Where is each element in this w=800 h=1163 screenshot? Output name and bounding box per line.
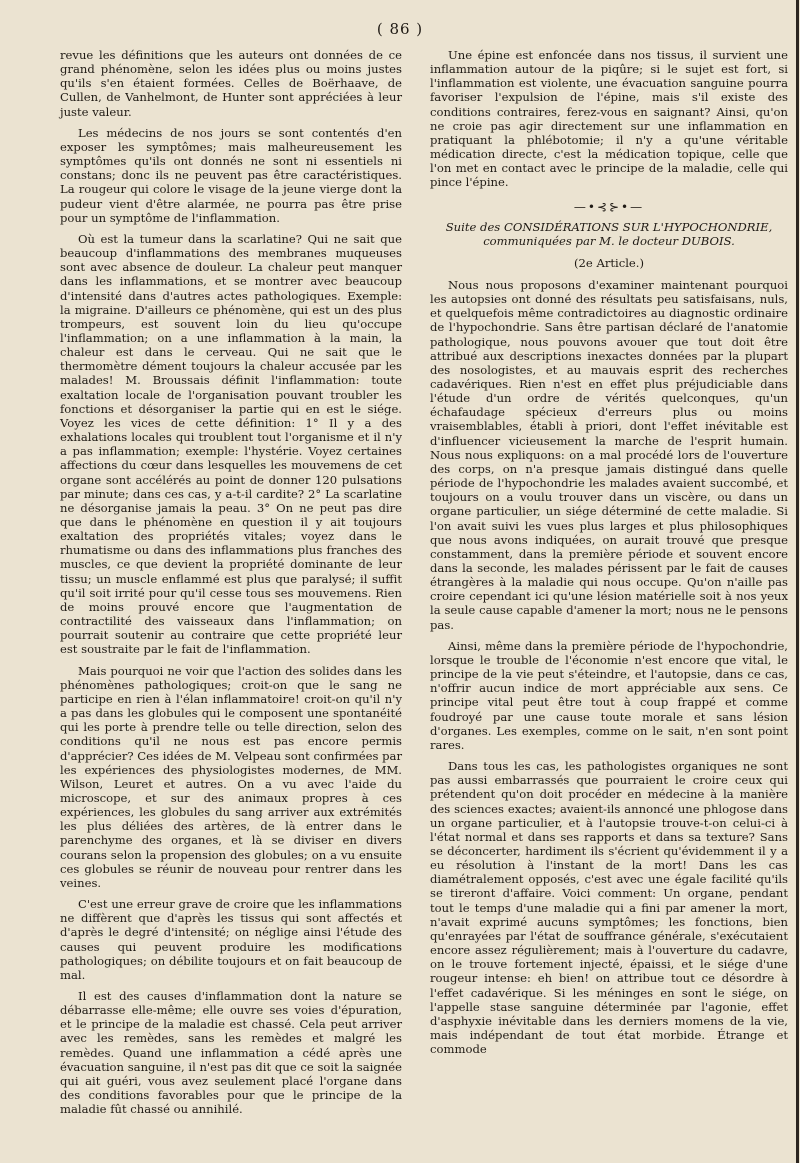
left-column	[60, 48, 402, 1123]
paragraph: revue les définitions que les auteurs ont données de ce grand phénomène, selon les idées plus ou moins justes qu'ils s'en étaient formées. Celles de Boërhaave, de Cullen, de Vanhelmont, de Hunter sont appréciées à leur juste valeur.	[60, 48, 402, 119]
right-column	[430, 48, 788, 1063]
paragraph: C'est une erreur grave de croire que les inflammations ne diffèrent que d'après les tissus qui sont affectés et d'après le degré d'intensité; on néglige ainsi l'étude des causes qui peuvent produire les modifications pathologiques; on débilite toujours et on fait beaucoup de mal.	[60, 897, 402, 982]
paragraph: Nous nous proposons d'examiner maintenant pourquoi les autopsies ont donné des résultats peu satisfaisans, nuls, et quelquefois même contradictoires au diagnostic ordinaire de l'hypochondrie. Sans être partisan déclaré de l'anatomie pathologique, nous pouvons avouer que tout doit être attribué aux descriptions inexactes données par la plupart des nosologistes, et au mauvais esprit des recherches cadavériques. Rien n'est en effet plus préjudiciable dans l'étude d'un ordre de vérités quelconques, qu'un échafaudage spécieux d'erreurs plus ou moins vraisemblables, établi à priori, dont l'effet inévitable est d'influencer vicieusement la marche de l'esprit humain. Nous nous expliquons: on a mal procédé lors de l'ouverture des corps, on n'a presque jamais distingué dans quelle période de l'hypochondrie les malades avaient succombé, et toujours on a voulu trouver dans un viscère, ou dans un organe particulier, un siége déterminé de cette maladie. Si l'on avait suivi les vues plus larges et plus philosophiques que nous avons indiquées, on aurait trouvé que presque constamment, dans la première période et souvent encore dans la seconde, les malades périssent par le fait de causes étrangères à la maladie qui nous occupe. Qu'on n'aille pas croire cependant ici qu'une lésion matérielle soit à nos yeux la seule cause capable d'amener la mort; nous ne le pensons pas.	[430, 277, 788, 632]
article-number: (2e Article.)	[574, 255, 644, 270]
section-divider: —•⊰⊱•—	[573, 199, 645, 214]
paragraph: Il est des causes d'inflammation dont la nature se débarrasse elle-même; elle ouvre ses voies d'épuration, et le principe de la maladie est chassé. Cela peut arriver avec les remèdes, sans les remèdes et malgré les remèdes. Quand une inflammation a cédé après une évacuation sanguine, il n'est pas dit que ce soit la saignée qui ait guéri, vous avez seulement placé l'organe dans des conditions favorables pour que le principe de la maladie fût chassé ou annihilé.	[60, 989, 402, 1117]
section-title: Suite des CONSIDÉRATIONS SUR L'HYPOCHONDRIE, communiquées par M. le docteur DUBOIS.	[445, 219, 773, 248]
paragraph: Dans tous les cas, les pathologistes organiques ne sont pas aussi embarrassés que pourraient le croire ceux qui prétendent qu'on doit procéder en médecine à la manière des sciences exactes; avaient-ils annoncé une phlogose dans un organe particulier, et à l'autopsie trouve-t-on celui-ci à l'état normal et dans ses rapports et dans sa texture? Sans se déconcerter, hardiment ils s'écrient qu'évidemment il y a eu résolution à l'instant de la mort! Dans les cas diamétralement opposés, c'est avec une égale facilité qu'ils se tireront d'affaire. Voici comment: Un organe, pendant tout le temps d'une maladie qui a fini par amener la mort, n'avait exprimé aucuns symptômes; les fonctions, bien qu'enrayées par l'état de souffrance générale, s'exécutaient encore assez régulièrement; mais à l'ouverture du cadavre, on le trouve fortement injecté, épaissi, et le siége d'une rougeur intense: eh bien! on attribue tout ce désordre à l'effet cadavérique. Si les méninges en sont le siége, on l'appelle stase sanguine déterminée par l'agonie, effet d'asphyxie inévitable dans les derniers momens de la vie, mais indépendant de tout état morbide. Étrange et commode	[430, 759, 788, 1057]
page-edge-rule	[796, 0, 799, 1163]
page-number: ( 86 )	[376, 20, 424, 38]
paragraph: Une épine est enfoncée dans nos tissus, il survient une inflammation autour de la piqûre; si le sujet est fort, si l'inflammation est violente, une évacuation sanguine pourra favoriser l'expulsion de l'épine, mais s'il existe des conditions contraires, ferez-vous en saignant? Ainsi, qu'on ne croie pas agir directement sur une inflammation en pratiquant la phlébotomie; il n'y a qu'une véritable médication directe, c'est la médication topique, celle que l'on met en contact avec le principe de la maladie, celle qui pince l'épine.	[430, 48, 788, 190]
paragraph: Où est la tumeur dans la scarlatine? Qui ne sait que beaucoup d'inflammations des membranes muqueuses sont avec absence de douleur. La chaleur peut manquer dans les inflammations, et se montrer avec beaucoup d'intensité dans d'autres actes pathologiques. Exemple: la migraine. D'ailleurs ce phénomène, qui est un des plus trompeurs, est souvent loin du lieu qu'occupe l'inflammation; on a une inflammation à la main, la chaleur est dans le cerveau. Qui ne sait que le thermomètre dément toujours la chaleur accusée par les malades! M. Broussais définit l'inflammation: toute exaltation locale de l'organisation pouvant troubler les fonctions et désorganiser la partie qui en est le siége. Voyez les vices de cette définition: 1° Il y a des exhalations locales qui troublent tout l'organisme et il n'y a pas inflammation; exemple: l'hystérie. Voyez certaines affections du cœur dans lesquelles les mouvemens de cet organe sont accélérés au point de donner 120 pulsations par minute; dans ces cas, y a-t-il cardite? 2° La scarlatine ne désorganise jamais la peau. 3° On ne peut pas dire que dans le phénomène en question il y ait toujours exaltation des propriétés vitales; voyez dans le rhumatisme ou dans des inflammations plus franches des muscles, ce que devient la propriété dominante de leur tissu; un muscle enflammé est plus que paralysé; il suffit qu'il soit irrité pour qu'il cesse tous ses mouvemens. Rien de moins prouvé encore que l'augmentation de contractilité des vaisseaux dans l'inflammation; on pourrait soutenir au contraire que cette propriété leur est soustraite par le fait de l'inflammation.	[60, 231, 402, 657]
paragraph: Mais pourquoi ne voir que l'action des solides dans les phénomènes pathologiques; croit-on que le sang ne participe en rien à l'élan inflammatoire! croit-on qu'il n'y a pas dans les globules qui le composent une spontanéité qui les porte à prendre telle ou telle direction, selon des conditions qu'il ne nous est pas encore permis d'apprécier? Ces idées de M. Velpeau sont confirmées par les expériences des physiologistes modernes, de MM. Wilson, Leuret et autres. On a vu avec l'aide du microscope, et sur des animaux propres à ces expériences, les globules du sang arriver aux extrémités les plus déliées des artères, de là entrer dans le parenchyme des organes, et là se diviser en divers courans selon la propension des globules; on a vu ensuite ces globules se réunir de nouveau pour rentrer dans les veines.	[60, 663, 402, 890]
paragraph: Ainsi, même dans la première période de l'hypochondrie, lorsque le trouble de l'économie n'est encore que vital, le principe de la vie peut s'éteindre, et l'autopsie, dans ce cas, n'offrir aucun indice de mort appréciable aux sens. Ce principe vital peut être tout à coup frappé et comme foudroyé par une cause toute morale et sans lésion d'organes. Les exemples, comme on le sait, n'en sont point rares.	[430, 638, 788, 752]
paragraph: Les médecins de nos jours se sont contentés d'en exposer les symptômes; mais malheureusement les symptômes qu'ils ont donnés ne sont ni essentiels ni constans; donc ils ne peuvent pas être caractéristiques. La rougeur qui colore le visage de la jeune vierge dont la pudeur vient d'être alarmée, ne pourra pas être prise pour un symptôme de l'inflammation.	[60, 125, 402, 225]
